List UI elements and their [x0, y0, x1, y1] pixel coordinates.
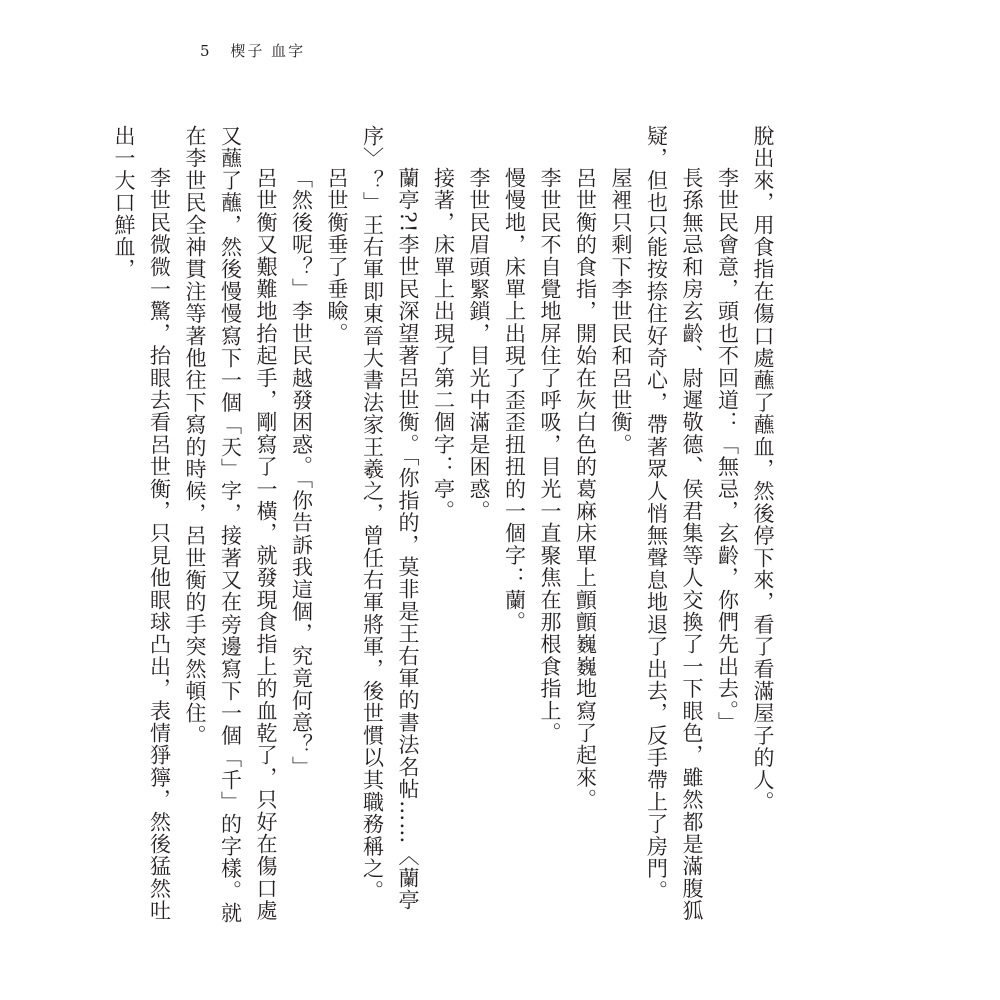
- paragraph: 屋裡只剩下李世民和呂世衡。: [609, 167, 633, 456]
- paragraph: 李世民微微一驚，抬眼去看呂世衡，只見他眼球凸出，表情猙獰，然後猛然吐出一大口鮮血，: [112, 125, 172, 922]
- paragraph: 「然後呢？」李世民越發困惑。「你告訴我這個，究竟何意？」: [289, 167, 314, 779]
- paragraph: 蘭亭?!李世民深望著呂世衡。「你指的，莫非是王右軍的書法名帖……〈蘭亭序〉？」王右軍即東晉大書法家王羲之，曾任右軍將軍，後世慣以其職務稱之。: [360, 125, 420, 912]
- paragraph: 李世民眉頭緊鎖，目光中滿是困惑。: [467, 167, 491, 523]
- page-number: 5: [200, 42, 212, 60]
- paragraph: 呂世衡又艱難地抬起手，剛寫了一橫，就發現食指上的血乾了，只好在傷口處又蘸了蘸，然後慢慢寫下一個「天」字，接著又在旁邊寫下一個「千」的字樣。就在李世民全神貫注等著他往下寫的時候，呂世衡的手突然頓住。: [183, 125, 278, 925]
- chapter-title: 楔子 血字: [230, 42, 306, 60]
- paragraph: 長孫無忌和房玄齡、尉遲敬德、侯君集等人交換了一下眼色，雖然都是滿腹狐疑，但也只能按捺住好奇心，帶著眾人悄無聲息地退了出去，反手帶上了房門。: [644, 125, 704, 922]
- paragraph: 呂世衡的食指，開始在灰白色的葛麻床單上顫顫巍巍地寫了起來。: [573, 167, 598, 811]
- paragraph: 李世民會意，頭也不回道：「無忌，玄齡，你們先出去。」: [715, 167, 740, 734]
- body-text: [112, 125, 780, 925]
- paragraph: 慢慢地，床單上出現了歪歪扭扭的一個字：蘭。: [502, 167, 527, 634]
- running-head: [200, 40, 305, 61]
- paragraph: 接著，床單上出現了第二個字：亭。: [431, 167, 456, 523]
- paragraph: 李世民不自覺地屏住了呼吸，目光一直聚焦在那根食指上。: [538, 167, 562, 745]
- paragraph: 呂世衡垂了垂瞼。: [325, 167, 349, 345]
- paragraph: 脫出來，用食指在傷口處蘸了蘸血，然後停下來，看了看滿屋子的人。: [751, 125, 775, 814]
